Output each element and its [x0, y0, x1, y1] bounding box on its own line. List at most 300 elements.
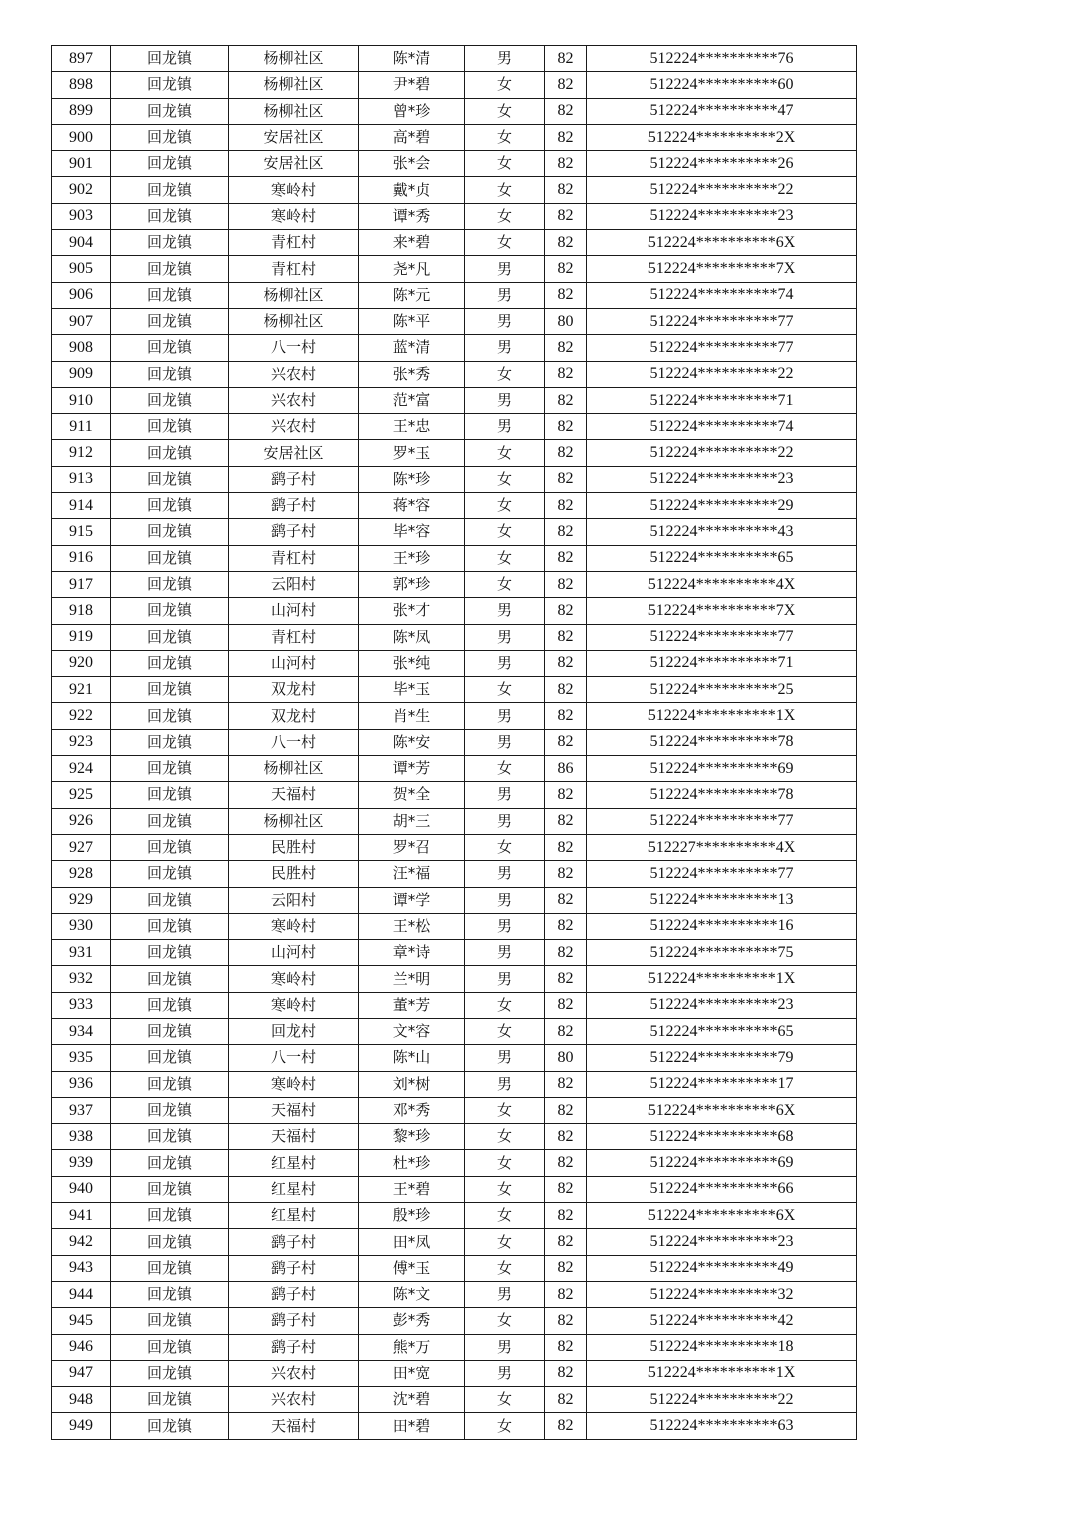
- village-cell: 鹞子村: [229, 519, 359, 545]
- row-number-cell: 934: [52, 1018, 111, 1044]
- row-number-cell: 914: [52, 493, 111, 519]
- name-cell: 谭*秀: [359, 203, 465, 229]
- village-cell: 红星村: [229, 1203, 359, 1229]
- table-row: [52, 782, 857, 808]
- id-number-cell: 512224**********74: [587, 414, 857, 440]
- village-cell: 兴农村: [229, 414, 359, 440]
- name-cell: 陈*文: [359, 1281, 465, 1307]
- village-cell: 杨柳社区: [229, 98, 359, 124]
- village-cell: 红星村: [229, 1176, 359, 1202]
- village-cell: 杨柳社区: [229, 808, 359, 834]
- age-cell: 82: [545, 677, 587, 703]
- name-cell: 张*纯: [359, 650, 465, 676]
- row-number-cell: 910: [52, 387, 111, 413]
- name-cell: 张*才: [359, 598, 465, 624]
- row-number-cell: 933: [52, 992, 111, 1018]
- age-cell: 82: [545, 834, 587, 860]
- row-number-cell: 930: [52, 913, 111, 939]
- row-number-cell: 923: [52, 729, 111, 755]
- age-cell: 82: [545, 992, 587, 1018]
- town-cell: 回龙镇: [111, 624, 229, 650]
- id-number-cell: 512224**********17: [587, 1071, 857, 1097]
- table-row: [52, 1071, 857, 1097]
- town-cell: 回龙镇: [111, 440, 229, 466]
- row-number-cell: 898: [52, 72, 111, 98]
- village-cell: 寒岭村: [229, 203, 359, 229]
- name-cell: 田*碧: [359, 1413, 465, 1439]
- gender-cell: 男: [465, 598, 545, 624]
- town-cell: 回龙镇: [111, 1150, 229, 1176]
- gender-cell: 男: [465, 729, 545, 755]
- town-cell: 回龙镇: [111, 1360, 229, 1386]
- town-cell: 回龙镇: [111, 230, 229, 256]
- age-cell: 82: [545, 1360, 587, 1386]
- gender-cell: 男: [465, 1071, 545, 1097]
- gender-cell: 女: [465, 1203, 545, 1229]
- row-number-cell: 913: [52, 466, 111, 492]
- row-number-cell: 927: [52, 834, 111, 860]
- gender-cell: 男: [465, 46, 545, 72]
- name-cell: 陈*山: [359, 1045, 465, 1071]
- table-body: [52, 46, 857, 1440]
- table-row: [52, 598, 857, 624]
- row-number-cell: 921: [52, 677, 111, 703]
- row-number-cell: 941: [52, 1203, 111, 1229]
- table-row: [52, 650, 857, 676]
- name-cell: 王*松: [359, 913, 465, 939]
- age-cell: 82: [545, 519, 587, 545]
- town-cell: 回龙镇: [111, 151, 229, 177]
- gender-cell: 女: [465, 124, 545, 150]
- name-cell: 蒋*容: [359, 493, 465, 519]
- table-row: [52, 861, 857, 887]
- village-cell: 寒岭村: [229, 177, 359, 203]
- age-cell: 82: [545, 966, 587, 992]
- row-number-cell: 932: [52, 966, 111, 992]
- village-cell: 兴农村: [229, 1360, 359, 1386]
- village-cell: 八一村: [229, 335, 359, 361]
- town-cell: 回龙镇: [111, 545, 229, 571]
- village-cell: 云阳村: [229, 887, 359, 913]
- table-row: [52, 282, 857, 308]
- name-cell: 谭*芳: [359, 756, 465, 782]
- town-cell: 回龙镇: [111, 756, 229, 782]
- town-cell: 回龙镇: [111, 1176, 229, 1202]
- age-cell: 82: [545, 282, 587, 308]
- gender-cell: 女: [465, 1387, 545, 1413]
- town-cell: 回龙镇: [111, 1018, 229, 1044]
- village-cell: 青杠村: [229, 230, 359, 256]
- gender-cell: 女: [465, 545, 545, 571]
- gender-cell: 女: [465, 466, 545, 492]
- table-row: [52, 177, 857, 203]
- table-row: [52, 571, 857, 597]
- table-row: [52, 256, 857, 282]
- row-number-cell: 903: [52, 203, 111, 229]
- id-number-cell: 512224**********76: [587, 46, 857, 72]
- table-row: [52, 335, 857, 361]
- town-cell: 回龙镇: [111, 1308, 229, 1334]
- name-cell: 邓*秀: [359, 1097, 465, 1123]
- name-cell: 刘*树: [359, 1071, 465, 1097]
- id-number-cell: 512224**********75: [587, 940, 857, 966]
- town-cell: 回龙镇: [111, 913, 229, 939]
- table-row: [52, 545, 857, 571]
- age-cell: 86: [545, 756, 587, 782]
- gender-cell: 男: [465, 414, 545, 440]
- village-cell: 兴农村: [229, 1387, 359, 1413]
- gender-cell: 男: [465, 966, 545, 992]
- table-row: [52, 230, 857, 256]
- name-cell: 陈*平: [359, 308, 465, 334]
- town-cell: 回龙镇: [111, 519, 229, 545]
- village-cell: 寒岭村: [229, 913, 359, 939]
- village-cell: 安居社区: [229, 151, 359, 177]
- age-cell: 82: [545, 1150, 587, 1176]
- gender-cell: 男: [465, 282, 545, 308]
- gender-cell: 女: [465, 519, 545, 545]
- id-number-cell: 512224**********78: [587, 729, 857, 755]
- table-row: [52, 1334, 857, 1360]
- name-cell: 蓝*清: [359, 335, 465, 361]
- id-number-cell: 512224**********13: [587, 887, 857, 913]
- id-number-cell: 512224**********77: [587, 335, 857, 361]
- table-row: [52, 756, 857, 782]
- name-cell: 汪*福: [359, 861, 465, 887]
- town-cell: 回龙镇: [111, 282, 229, 308]
- gender-cell: 男: [465, 782, 545, 808]
- gender-cell: 女: [465, 1124, 545, 1150]
- table-row: [52, 46, 857, 72]
- village-cell: 青杠村: [229, 545, 359, 571]
- id-number-cell: 512224**********22: [587, 440, 857, 466]
- data-table: [51, 45, 857, 1440]
- table-row: [52, 1281, 857, 1307]
- town-cell: 回龙镇: [111, 1045, 229, 1071]
- age-cell: 82: [545, 493, 587, 519]
- village-cell: 寒岭村: [229, 966, 359, 992]
- village-cell: 鹞子村: [229, 1308, 359, 1334]
- gender-cell: 女: [465, 756, 545, 782]
- town-cell: 回龙镇: [111, 177, 229, 203]
- name-cell: 杜*珍: [359, 1150, 465, 1176]
- gender-cell: 女: [465, 677, 545, 703]
- gender-cell: 男: [465, 887, 545, 913]
- id-number-cell: 512224**********1X: [587, 966, 857, 992]
- name-cell: 高*碧: [359, 124, 465, 150]
- name-cell: 田*宽: [359, 1360, 465, 1386]
- gender-cell: 男: [465, 703, 545, 729]
- table-row: [52, 887, 857, 913]
- village-cell: 八一村: [229, 729, 359, 755]
- village-cell: 兴农村: [229, 387, 359, 413]
- id-number-cell: 512224**********79: [587, 1045, 857, 1071]
- village-cell: 天福村: [229, 1097, 359, 1123]
- gender-cell: 女: [465, 1308, 545, 1334]
- village-cell: 天福村: [229, 1124, 359, 1150]
- gender-cell: 女: [465, 203, 545, 229]
- name-cell: 尹*碧: [359, 72, 465, 98]
- name-cell: 郭*珍: [359, 571, 465, 597]
- age-cell: 82: [545, 414, 587, 440]
- gender-cell: 男: [465, 913, 545, 939]
- id-number-cell: 512224**********1X: [587, 1360, 857, 1386]
- id-number-cell: 512224**********77: [587, 808, 857, 834]
- gender-cell: 女: [465, 72, 545, 98]
- town-cell: 回龙镇: [111, 124, 229, 150]
- age-cell: 82: [545, 230, 587, 256]
- town-cell: 回龙镇: [111, 46, 229, 72]
- age-cell: 82: [545, 1229, 587, 1255]
- village-cell: 鹞子村: [229, 493, 359, 519]
- id-number-cell: 512224**********42: [587, 1308, 857, 1334]
- table-row: [52, 466, 857, 492]
- town-cell: 回龙镇: [111, 203, 229, 229]
- row-number-cell: 907: [52, 308, 111, 334]
- town-cell: 回龙镇: [111, 256, 229, 282]
- name-cell: 罗*玉: [359, 440, 465, 466]
- village-cell: 鹞子村: [229, 1281, 359, 1307]
- row-number-cell: 949: [52, 1413, 111, 1439]
- table-row: [52, 703, 857, 729]
- age-cell: 82: [545, 177, 587, 203]
- id-number-cell: 512224**********69: [587, 756, 857, 782]
- age-cell: 82: [545, 1018, 587, 1044]
- age-cell: 82: [545, 1255, 587, 1281]
- village-cell: 红星村: [229, 1150, 359, 1176]
- village-cell: 山河村: [229, 598, 359, 624]
- village-cell: 兴农村: [229, 361, 359, 387]
- id-number-cell: 512224**********71: [587, 387, 857, 413]
- gender-cell: 男: [465, 1281, 545, 1307]
- id-number-cell: 512224**********77: [587, 624, 857, 650]
- table-row: [52, 624, 857, 650]
- row-number-cell: 948: [52, 1387, 111, 1413]
- name-cell: 熊*万: [359, 1334, 465, 1360]
- table-row: [52, 151, 857, 177]
- age-cell: 82: [545, 1308, 587, 1334]
- gender-cell: 女: [465, 361, 545, 387]
- table-row: [52, 1097, 857, 1123]
- gender-cell: 男: [465, 1334, 545, 1360]
- gender-cell: 女: [465, 834, 545, 860]
- village-cell: 云阳村: [229, 571, 359, 597]
- age-cell: 82: [545, 387, 587, 413]
- town-cell: 回龙镇: [111, 729, 229, 755]
- town-cell: 回龙镇: [111, 782, 229, 808]
- id-number-cell: 512224**********69: [587, 1150, 857, 1176]
- village-cell: 安居社区: [229, 440, 359, 466]
- gender-cell: 女: [465, 571, 545, 597]
- name-cell: 沈*碧: [359, 1387, 465, 1413]
- name-cell: 章*诗: [359, 940, 465, 966]
- table-row: [52, 98, 857, 124]
- age-cell: 82: [545, 650, 587, 676]
- town-cell: 回龙镇: [111, 98, 229, 124]
- village-cell: 杨柳社区: [229, 308, 359, 334]
- age-cell: 82: [545, 624, 587, 650]
- town-cell: 回龙镇: [111, 1281, 229, 1307]
- village-cell: 民胜村: [229, 861, 359, 887]
- age-cell: 80: [545, 1045, 587, 1071]
- village-cell: 天福村: [229, 1413, 359, 1439]
- row-number-cell: 905: [52, 256, 111, 282]
- town-cell: 回龙镇: [111, 940, 229, 966]
- id-number-cell: 512224**********49: [587, 1255, 857, 1281]
- table-row: [52, 361, 857, 387]
- row-number-cell: 926: [52, 808, 111, 834]
- village-cell: 安居社区: [229, 124, 359, 150]
- table-row: [52, 940, 857, 966]
- row-number-cell: 944: [52, 1281, 111, 1307]
- name-cell: 范*富: [359, 387, 465, 413]
- row-number-cell: 916: [52, 545, 111, 571]
- id-number-cell: 512224**********66: [587, 1176, 857, 1202]
- village-cell: 青杠村: [229, 624, 359, 650]
- village-cell: 鹞子村: [229, 1255, 359, 1281]
- id-number-cell: 512224**********74: [587, 282, 857, 308]
- row-number-cell: 947: [52, 1360, 111, 1386]
- age-cell: 82: [545, 361, 587, 387]
- age-cell: 82: [545, 940, 587, 966]
- row-number-cell: 928: [52, 861, 111, 887]
- gender-cell: 男: [465, 256, 545, 282]
- row-number-cell: 937: [52, 1097, 111, 1123]
- gender-cell: 男: [465, 1360, 545, 1386]
- table-row: [52, 124, 857, 150]
- row-number-cell: 897: [52, 46, 111, 72]
- gender-cell: 男: [465, 387, 545, 413]
- table-row: [52, 834, 857, 860]
- gender-cell: 女: [465, 151, 545, 177]
- name-cell: 肖*生: [359, 703, 465, 729]
- id-number-cell: 512224**********77: [587, 861, 857, 887]
- name-cell: 陈*安: [359, 729, 465, 755]
- village-cell: 寒岭村: [229, 992, 359, 1018]
- row-number-cell: 929: [52, 887, 111, 913]
- age-cell: 82: [545, 1176, 587, 1202]
- id-number-cell: 512224**********26: [587, 151, 857, 177]
- gender-cell: 女: [465, 1018, 545, 1044]
- name-cell: 曾*珍: [359, 98, 465, 124]
- name-cell: 张*秀: [359, 361, 465, 387]
- gender-cell: 女: [465, 1413, 545, 1439]
- table-row: [52, 729, 857, 755]
- table-row: [52, 1176, 857, 1202]
- age-cell: 82: [545, 1097, 587, 1123]
- id-number-cell: 512224**********23: [587, 992, 857, 1018]
- village-cell: 寒岭村: [229, 1071, 359, 1097]
- row-number-cell: 917: [52, 571, 111, 597]
- id-number-cell: 512227**********4X: [587, 834, 857, 860]
- id-number-cell: 512224**********65: [587, 1018, 857, 1044]
- row-number-cell: 902: [52, 177, 111, 203]
- village-cell: 双龙村: [229, 677, 359, 703]
- age-cell: 82: [545, 46, 587, 72]
- age-cell: 82: [545, 545, 587, 571]
- name-cell: 彭*秀: [359, 1308, 465, 1334]
- town-cell: 回龙镇: [111, 861, 229, 887]
- gender-cell: 女: [465, 98, 545, 124]
- gender-cell: 男: [465, 624, 545, 650]
- name-cell: 傅*玉: [359, 1255, 465, 1281]
- gender-cell: 男: [465, 308, 545, 334]
- village-cell: 鹞子村: [229, 466, 359, 492]
- table-row: [52, 493, 857, 519]
- id-number-cell: 512224**********65: [587, 545, 857, 571]
- town-cell: 回龙镇: [111, 308, 229, 334]
- id-number-cell: 512224**********23: [587, 203, 857, 229]
- name-cell: 董*芳: [359, 992, 465, 1018]
- town-cell: 回龙镇: [111, 361, 229, 387]
- age-cell: 82: [545, 861, 587, 887]
- table-row: [52, 1018, 857, 1044]
- id-number-cell: 512224**********71: [587, 650, 857, 676]
- village-cell: 山河村: [229, 940, 359, 966]
- id-number-cell: 512224**********23: [587, 1229, 857, 1255]
- id-number-cell: 512224**********25: [587, 677, 857, 703]
- id-number-cell: 512224**********6X: [587, 1203, 857, 1229]
- town-cell: 回龙镇: [111, 493, 229, 519]
- row-number-cell: 935: [52, 1045, 111, 1071]
- row-number-cell: 909: [52, 361, 111, 387]
- village-cell: 回龙村: [229, 1018, 359, 1044]
- gender-cell: 男: [465, 335, 545, 361]
- name-cell: 田*凤: [359, 1229, 465, 1255]
- id-number-cell: 512224**********32: [587, 1281, 857, 1307]
- table-row: [52, 519, 857, 545]
- town-cell: 回龙镇: [111, 834, 229, 860]
- row-number-cell: 911: [52, 414, 111, 440]
- age-cell: 82: [545, 440, 587, 466]
- age-cell: 82: [545, 782, 587, 808]
- id-number-cell: 512224**********6X: [587, 1097, 857, 1123]
- id-number-cell: 512224**********77: [587, 308, 857, 334]
- row-number-cell: 924: [52, 756, 111, 782]
- age-cell: 82: [545, 1334, 587, 1360]
- age-cell: 82: [545, 98, 587, 124]
- age-cell: 82: [545, 72, 587, 98]
- town-cell: 回龙镇: [111, 966, 229, 992]
- row-number-cell: 912: [52, 440, 111, 466]
- town-cell: 回龙镇: [111, 335, 229, 361]
- table-row: [52, 1413, 857, 1439]
- table-row: [52, 1308, 857, 1334]
- town-cell: 回龙镇: [111, 677, 229, 703]
- row-number-cell: 936: [52, 1071, 111, 1097]
- table-row: [52, 440, 857, 466]
- row-number-cell: 899: [52, 98, 111, 124]
- gender-cell: 女: [465, 1176, 545, 1202]
- id-number-cell: 512224**********6X: [587, 230, 857, 256]
- id-number-cell: 512224**********16: [587, 913, 857, 939]
- row-number-cell: 904: [52, 230, 111, 256]
- row-number-cell: 931: [52, 940, 111, 966]
- table-row: [52, 992, 857, 1018]
- village-cell: 山河村: [229, 650, 359, 676]
- village-cell: 天福村: [229, 782, 359, 808]
- town-cell: 回龙镇: [111, 1229, 229, 1255]
- gender-cell: 女: [465, 493, 545, 519]
- town-cell: 回龙镇: [111, 887, 229, 913]
- id-number-cell: 512224**********23: [587, 466, 857, 492]
- age-cell: 82: [545, 729, 587, 755]
- town-cell: 回龙镇: [111, 466, 229, 492]
- name-cell: 谭*学: [359, 887, 465, 913]
- gender-cell: 男: [465, 808, 545, 834]
- gender-cell: 女: [465, 230, 545, 256]
- table-row: [52, 966, 857, 992]
